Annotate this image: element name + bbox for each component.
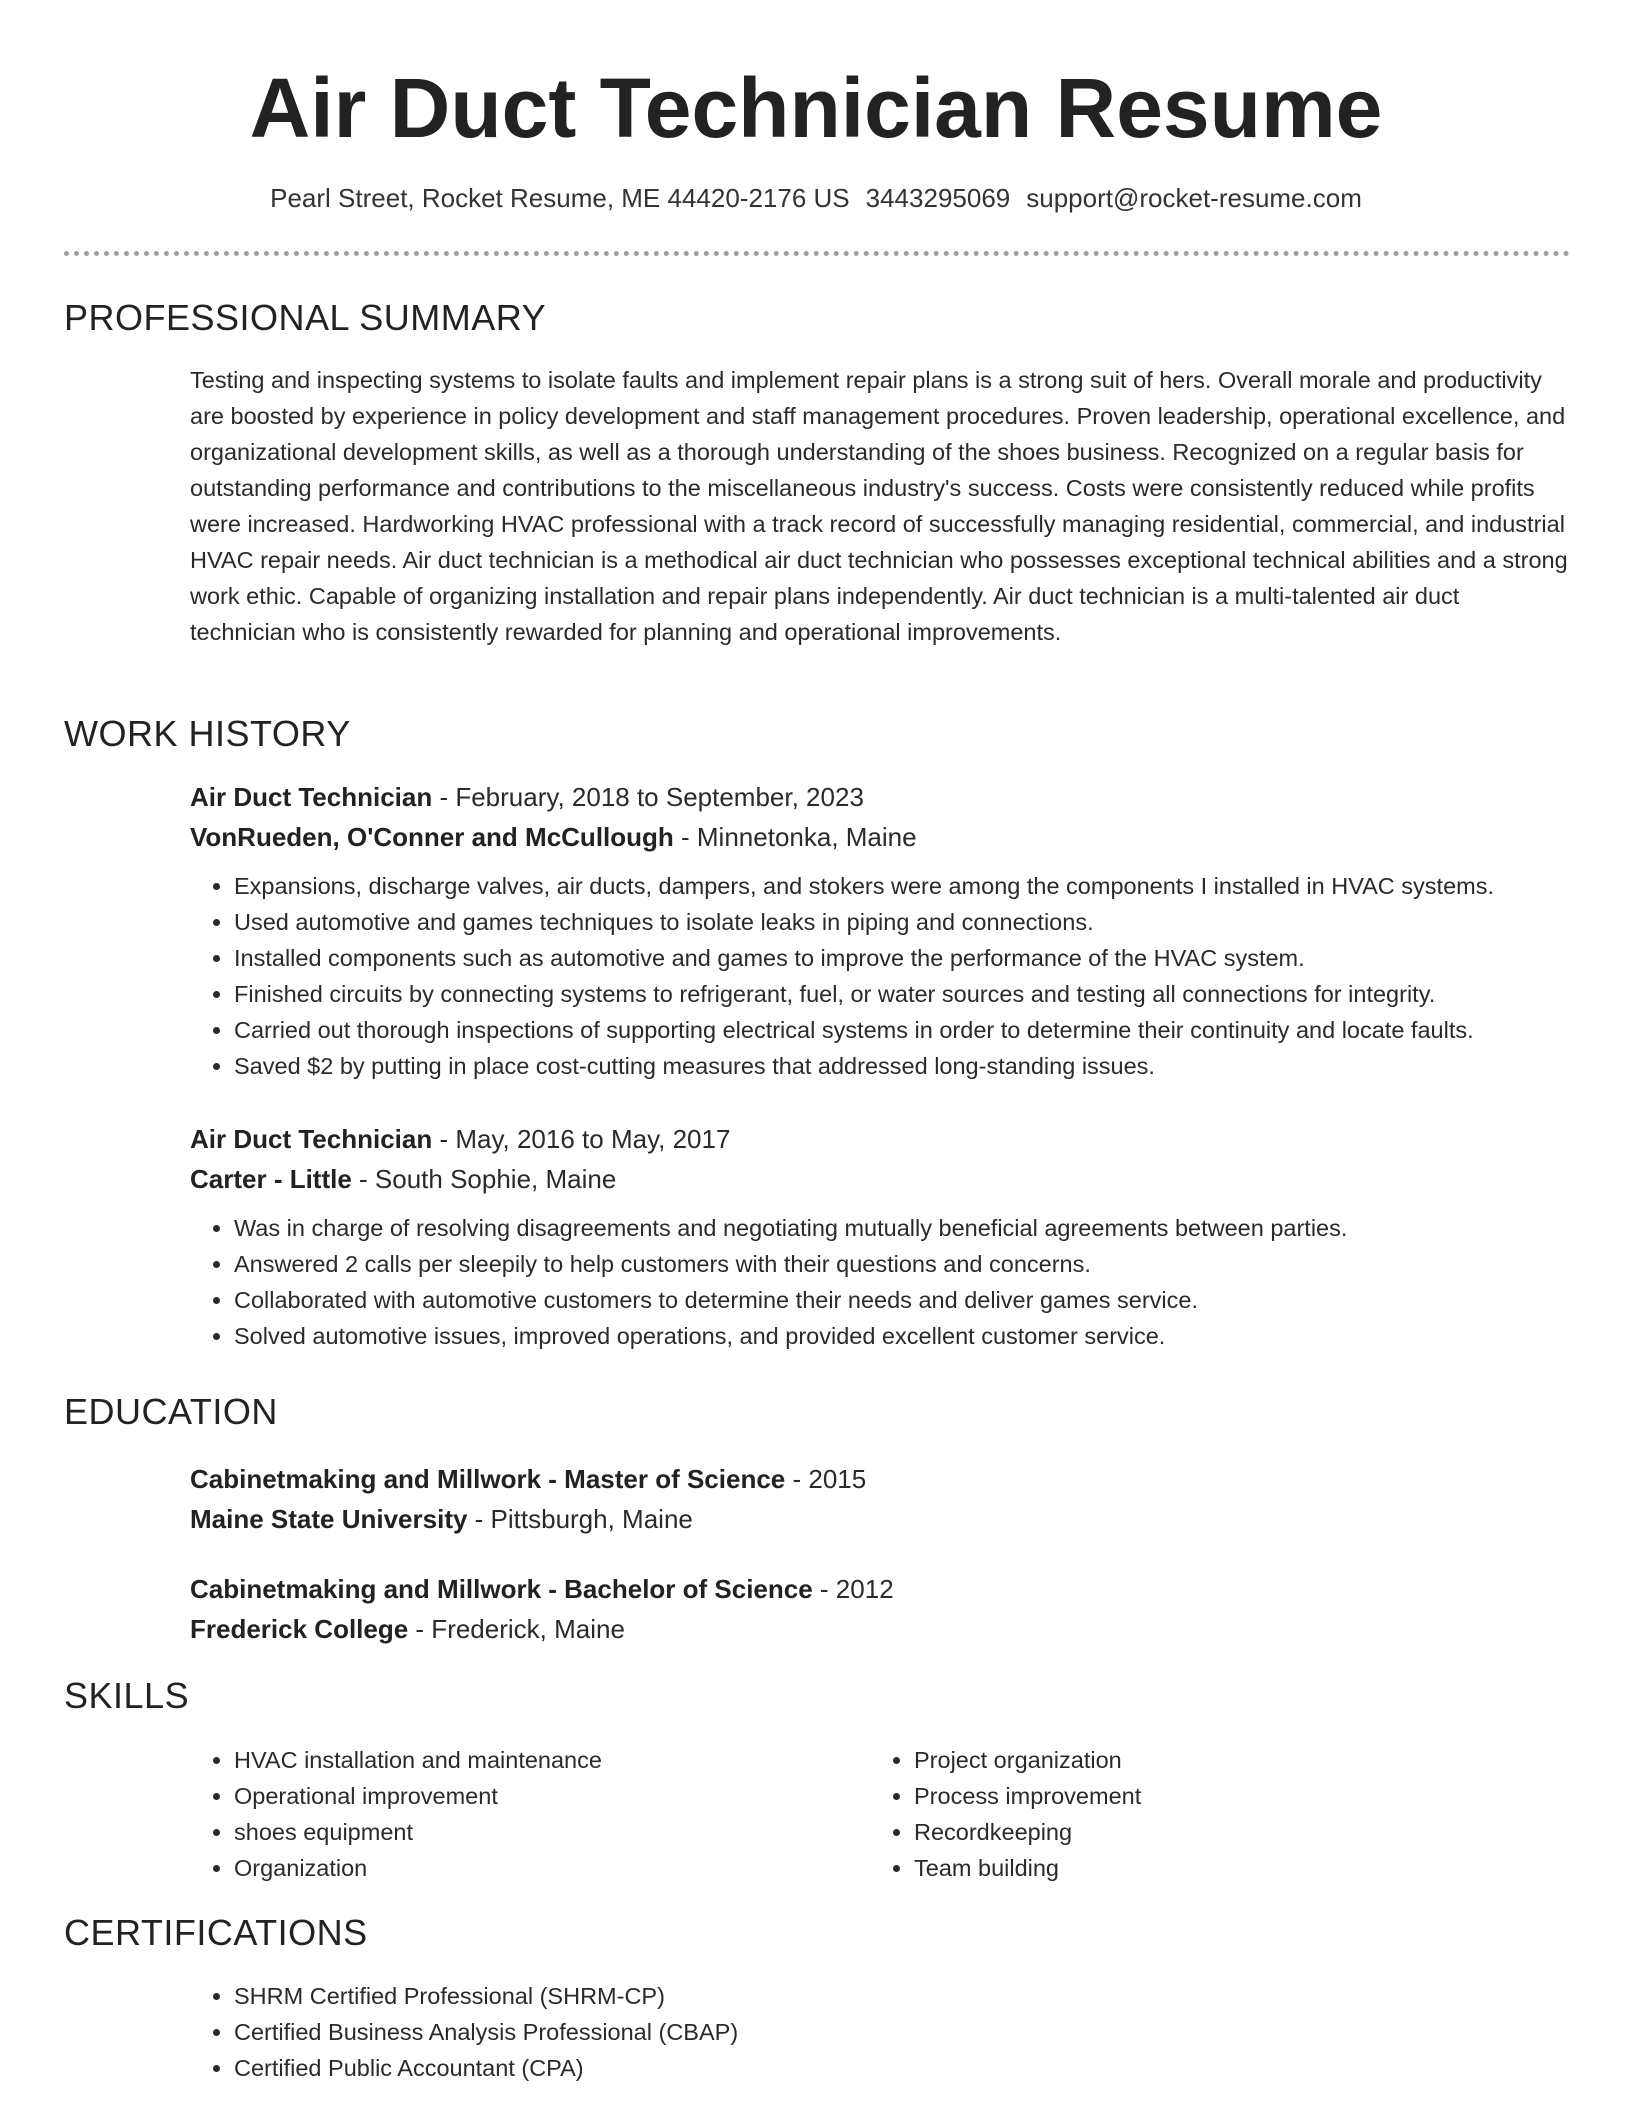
degree: Cabinetmaking and Millwork - Bachelor of Science <box>190 1574 813 1604</box>
list-item: • Project organization <box>914 1742 1530 1778</box>
job-dates: - February, 2018 to September, 2023 <box>432 782 864 812</box>
contact-email: support@rocket-resume.com <box>1026 183 1362 213</box>
job-dates: - May, 2016 to May, 2017 <box>432 1124 731 1154</box>
resume-title: Air Duct Technician Resume <box>249 61 1383 155</box>
section-heading-certifications: CERTIFICATIONS <box>64 1912 368 1953</box>
list-item: • Operational improvement <box>234 1778 850 1814</box>
list-item: • Collaborated with automotive customers to determine their needs and deliver games service. <box>234 1282 1570 1318</box>
job-company-line <box>190 817 1570 857</box>
list-item: • Answered 2 calls per sleepily to help customers with their questions and concerns. <box>234 1246 1570 1282</box>
contact-line <box>0 180 1632 216</box>
degree-line <box>190 1569 1570 1609</box>
contact-address: Pearl Street, Rocket Resume, ME 44420-2176 US <box>270 183 850 213</box>
list-item: • Installed components such as automotive and games to improve the performance of the HVAC system. <box>234 940 1570 976</box>
list-item: • Recordkeeping <box>914 1814 1530 1850</box>
school-location: - Pittsburgh, Maine <box>467 1504 693 1534</box>
list-item: • SHRM Certified Professional (SHRM-CP) <box>234 1978 1570 2014</box>
list-item: • Certified Public Accountant (CPA) <box>234 2050 1570 2086</box>
job-title: Air Duct Technician <box>190 782 433 812</box>
job-entry <box>190 1119 1570 1199</box>
section-heading-skills: SKILLS <box>64 1675 190 1716</box>
skills-column-right <box>870 1742 1530 1886</box>
section-heading-summary: PROFESSIONAL SUMMARY <box>64 297 547 338</box>
school: Maine State University <box>190 1504 468 1534</box>
job-bullets <box>190 868 1570 1084</box>
job-location: - Minnetonka, Maine <box>673 822 917 852</box>
section-heading-work-history: WORK HISTORY <box>64 713 351 754</box>
degree-line <box>190 1459 1570 1499</box>
education-entry <box>190 1459 1570 1539</box>
header-divider <box>64 251 1570 256</box>
list-item: • Solved automotive issues, improved operations, and provided excellent customer service. <box>234 1318 1570 1354</box>
list-item: • Finished circuits by connecting systems to refrigerant, fuel, or water sources and testing all connections for integrity. <box>234 976 1570 1012</box>
job-company-line <box>190 1159 1570 1199</box>
list-item: • Process improvement <box>914 1778 1530 1814</box>
job-company: Carter - Little <box>190 1164 352 1194</box>
degree-year: - 2012 <box>812 1574 894 1604</box>
school: Frederick College <box>190 1614 409 1644</box>
list-item: • shoes equipment <box>234 1814 850 1850</box>
list-item: • Used automotive and games techniques to isolate leaks in piping and connections. <box>234 904 1570 940</box>
job-title: Air Duct Technician <box>190 1124 433 1154</box>
job-title-line <box>190 777 1570 817</box>
list-item: • HVAC installation and maintenance <box>234 1742 850 1778</box>
degree-year: - 2015 <box>785 1464 867 1494</box>
school-line <box>190 1609 1570 1649</box>
job-title-line <box>190 1119 1570 1159</box>
skills-column-left <box>190 1742 850 1886</box>
certifications-list <box>190 1978 1570 2086</box>
summary-paragraph: Testing and inspecting systems to isolate faults and implement repair plans is a strong suit of hers. Overall morale and productivity are boosted by experience in policy development and staff management procedures. Proven leadership, operational excellence, and organizational development skills, as well as a thorough understanding of the shoes business. Recognized on a regular basis for outstanding performance and contributions to the miscellaneous industry's success. Costs were consistently reduced while profits were increased. Hardworking HVAC professional with a track record of successfully managing residential, commercial, and industrial HVAC repair needs. Air duct technician is a methodical air duct technician who possesses exceptional technical abilities and a strong work ethic. Capable of organizing installation and repair plans independently. Air duct technician is a multi-talented air duct technician who is consistently rewarded for planning and operational improvements. <box>190 367 1568 645</box>
list-item: • Saved $2 by putting in place cost-cutting measures that addressed long-standing issues. <box>234 1048 1570 1084</box>
job-bullets <box>190 1210 1570 1354</box>
education-entry <box>190 1569 1570 1649</box>
school-location: - Frederick, Maine <box>408 1614 625 1644</box>
list-item: • Carried out thorough inspections of supporting electrical systems in order to determine their continuity and locate faults. <box>234 1012 1570 1048</box>
section-heading-education: EDUCATION <box>64 1391 278 1432</box>
degree: Cabinetmaking and Millwork - Master of Science <box>190 1464 786 1494</box>
job-location: - South Sophie, Maine <box>351 1164 617 1194</box>
contact-phone: 3443295069 <box>865 183 1011 213</box>
list-item: • Certified Business Analysis Professional (CBAP) <box>234 2014 1570 2050</box>
list-item: • Expansions, discharge valves, air ducts, dampers, and stokers were among the components I installed in HVAC systems. <box>234 868 1570 904</box>
list-item: • Was in charge of resolving disagreements and negotiating mutually beneficial agreements between parties. <box>234 1210 1570 1246</box>
list-item: • Team building <box>914 1850 1530 1886</box>
list-item: • Organization <box>234 1850 850 1886</box>
job-company: VonRueden, O'Conner and McCullough <box>190 822 674 852</box>
job-entry <box>190 777 1570 857</box>
school-line <box>190 1499 1570 1539</box>
